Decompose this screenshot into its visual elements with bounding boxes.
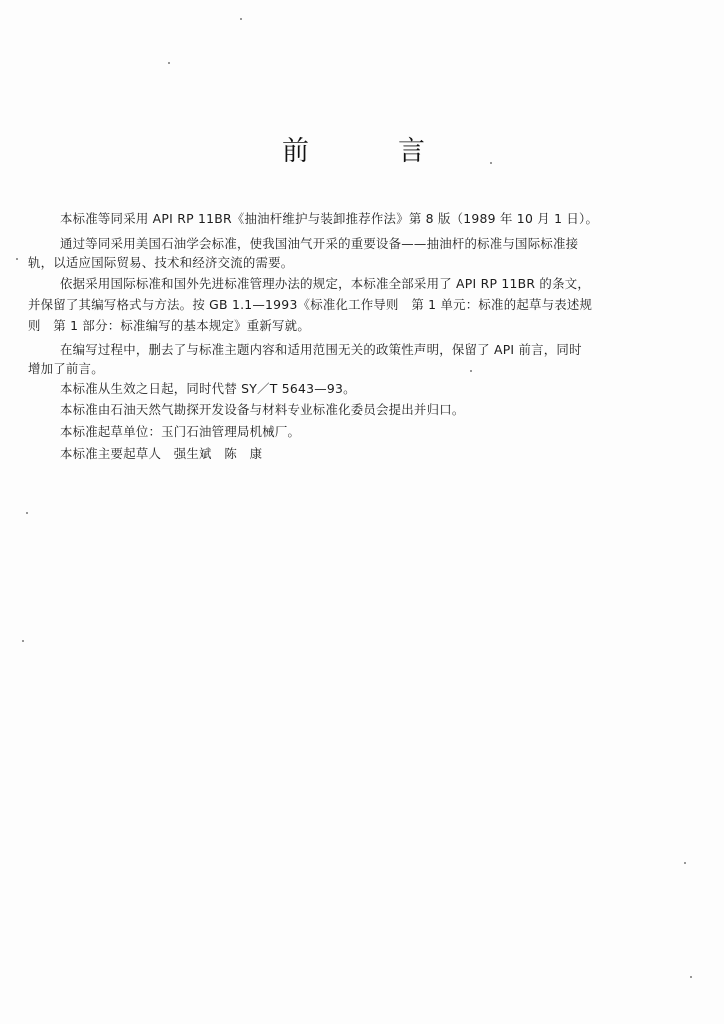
scan-speck	[470, 370, 472, 372]
paragraph-line: 本标准从生效之日起，同时代替 SY／T 5643—93。	[60, 381, 356, 396]
paragraph-line: 则 第 1 部分：标准编写的基本规定》重新写就。	[28, 318, 310, 333]
scan-speck	[690, 976, 692, 978]
paragraph-line: 通过等同采用美国石油学会标准，使我国油气开采的重要设备——抽油杆的标准与国际标准接	[60, 236, 579, 251]
paragraph-line: 轨，以适应国际贸易、技术和经济交流的需要。	[28, 255, 294, 270]
scan-speck	[22, 640, 24, 642]
scan-speck	[26, 512, 28, 514]
scan-speck	[168, 62, 170, 64]
scan-speck	[490, 162, 492, 164]
paragraph-line: 本标准等同采用 API RP 11BR《抽油杆维护与装卸推荐作法》第 8 版（1989 年 10 月 1 日）。	[60, 211, 599, 226]
paragraph-line: 在编写过程中，删去了与标准主题内容和适用范围无关的政策性声明，保留了 API 前言，同时	[60, 342, 582, 357]
title-char-left: 前	[282, 136, 309, 167]
scan-speck	[16, 258, 18, 260]
scan-speck	[240, 18, 242, 20]
scan-speck	[684, 862, 686, 864]
paragraph-line: 本标准主要起草人 强生斌 陈 康	[60, 446, 263, 461]
title-char-right: 言	[398, 136, 425, 167]
page-title	[0, 132, 724, 172]
paragraph-line: 本标准起草单位：玉门石油管理局机械厂。	[60, 424, 301, 439]
paragraph-line: 增加了前言。	[28, 361, 104, 376]
paragraph-line: 依据采用国际标准和国外先进标准管理办法的规定，本标准全部采用了 API RP 11BR 的条文，	[60, 276, 590, 291]
paragraph-line: 并保留了其编写格式与方法。按 GB 1.1—1993《标准化工作导则 第 1 单元：标准的起草与表述规	[28, 297, 593, 312]
paragraph-line: 本标准由石油天然气勘探开发设备与材料专业标准化委员会提出并归口。	[60, 402, 465, 417]
